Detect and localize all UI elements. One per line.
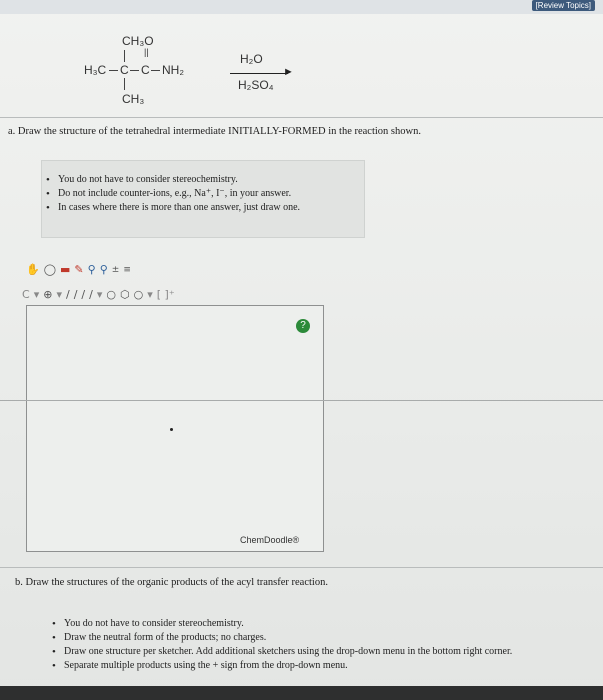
wedge-bond-button[interactable]: ∕ bbox=[73, 288, 78, 301]
review-topics-link[interactable]: [Review Topics] bbox=[532, 0, 595, 11]
hint-item: • Do not include counter-ions, e.g., Na⁺, I⁻, in your answer. bbox=[44, 187, 364, 201]
help-icon[interactable]: ? bbox=[296, 319, 310, 333]
label-icon[interactable]: ≡ bbox=[123, 265, 131, 275]
bond-line bbox=[130, 70, 139, 71]
top-strip bbox=[0, 0, 603, 14]
zoom-in-icon[interactable]: ⚲ bbox=[87, 263, 96, 276]
sketcher-canvas[interactable] bbox=[26, 305, 324, 552]
chemdoodle-brand: ChemDoodle® bbox=[240, 535, 300, 545]
sketcher-toolbar-top bbox=[26, 263, 131, 277]
bond-line bbox=[124, 78, 125, 90]
pencil-icon[interactable]: ✎ bbox=[74, 263, 84, 276]
hint-item: • Separate multiple products using the + sign from the drop-down menu. bbox=[50, 659, 512, 673]
hint-item: • In cases where there is more than one answer, just draw one. bbox=[44, 201, 364, 215]
reagent-bottom-label: H₂SO₄ bbox=[238, 78, 274, 92]
plus-charge-button[interactable]: ⊕ bbox=[43, 288, 53, 301]
carbon-atom-button[interactable]: C bbox=[22, 288, 30, 301]
hint-item: • You do not have to consider stereochemistry. bbox=[44, 173, 364, 187]
reaction-arrow bbox=[230, 73, 288, 74]
canvas-dot bbox=[170, 428, 173, 431]
sketcher-toolbar-bottom bbox=[22, 288, 175, 302]
carbon-2-label: C bbox=[141, 63, 150, 77]
bottom-group-label: CH₃ bbox=[122, 92, 145, 106]
amide-group-label: NH₂ bbox=[162, 63, 184, 77]
hint-item: • Draw one structure per sketcher. Add additional sketchers using the drop-down menu in the bottom right corner. bbox=[50, 645, 512, 659]
divider bbox=[0, 567, 603, 568]
bond-line bbox=[109, 70, 118, 71]
cyclohexane-button[interactable]: ○ bbox=[106, 288, 116, 301]
hand-icon[interactable]: ✋ bbox=[26, 263, 40, 276]
chevron-down-icon[interactable]: ▾ bbox=[33, 288, 40, 301]
benzene-button[interactable]: ⬡ bbox=[119, 288, 130, 301]
lasso-icon[interactable]: ◯ bbox=[43, 263, 57, 276]
hint-item: • You do not have to consider stereochemistry. bbox=[50, 617, 512, 631]
charge-icon[interactable]: ± bbox=[111, 265, 120, 275]
left-group-label: H₃C bbox=[84, 63, 107, 77]
arrow-head-icon: ► bbox=[283, 66, 294, 78]
bracket-charge-button[interactable]: [ ]⁺ bbox=[156, 288, 175, 301]
hint-box-a bbox=[41, 160, 365, 238]
hint-list-b bbox=[50, 617, 512, 673]
chevron-down-icon[interactable]: ▾ bbox=[56, 288, 62, 301]
bond-line bbox=[151, 70, 160, 71]
chevron-down-icon[interactable]: ▾ bbox=[96, 288, 103, 301]
question-b-text: b. Draw the structures of the organic products of the acyl transfer reaction. bbox=[15, 577, 328, 588]
question-a-text: a. Draw the structure of the tetrahedral intermediate INITIALLY-FORMED in the reaction shown. bbox=[8, 126, 421, 137]
ring-button[interactable]: ○ bbox=[133, 288, 144, 301]
double-bond-mark: || bbox=[144, 47, 149, 57]
chevron-down-icon[interactable]: ▾ bbox=[147, 288, 153, 301]
reagent-top-label: H₂O bbox=[240, 52, 263, 66]
carbon-1-label: C bbox=[120, 63, 129, 77]
hash-bond-button[interactable]: ∕ bbox=[81, 288, 86, 301]
bond-line bbox=[124, 50, 125, 62]
divider bbox=[0, 400, 603, 401]
top-group-label: CH₃O bbox=[122, 34, 154, 48]
eraser-icon[interactable]: ▬ bbox=[60, 263, 71, 276]
zoom-out-icon[interactable]: ⚲ bbox=[99, 263, 108, 276]
bottom-bar bbox=[0, 686, 603, 700]
hint-item: • Draw the neutral form of the products; no charges. bbox=[50, 631, 512, 645]
reaction-scheme bbox=[80, 30, 320, 120]
single-bond-button[interactable]: / bbox=[65, 288, 70, 301]
double-bond-button[interactable]: ∕ bbox=[89, 288, 93, 301]
divider bbox=[0, 117, 603, 118]
